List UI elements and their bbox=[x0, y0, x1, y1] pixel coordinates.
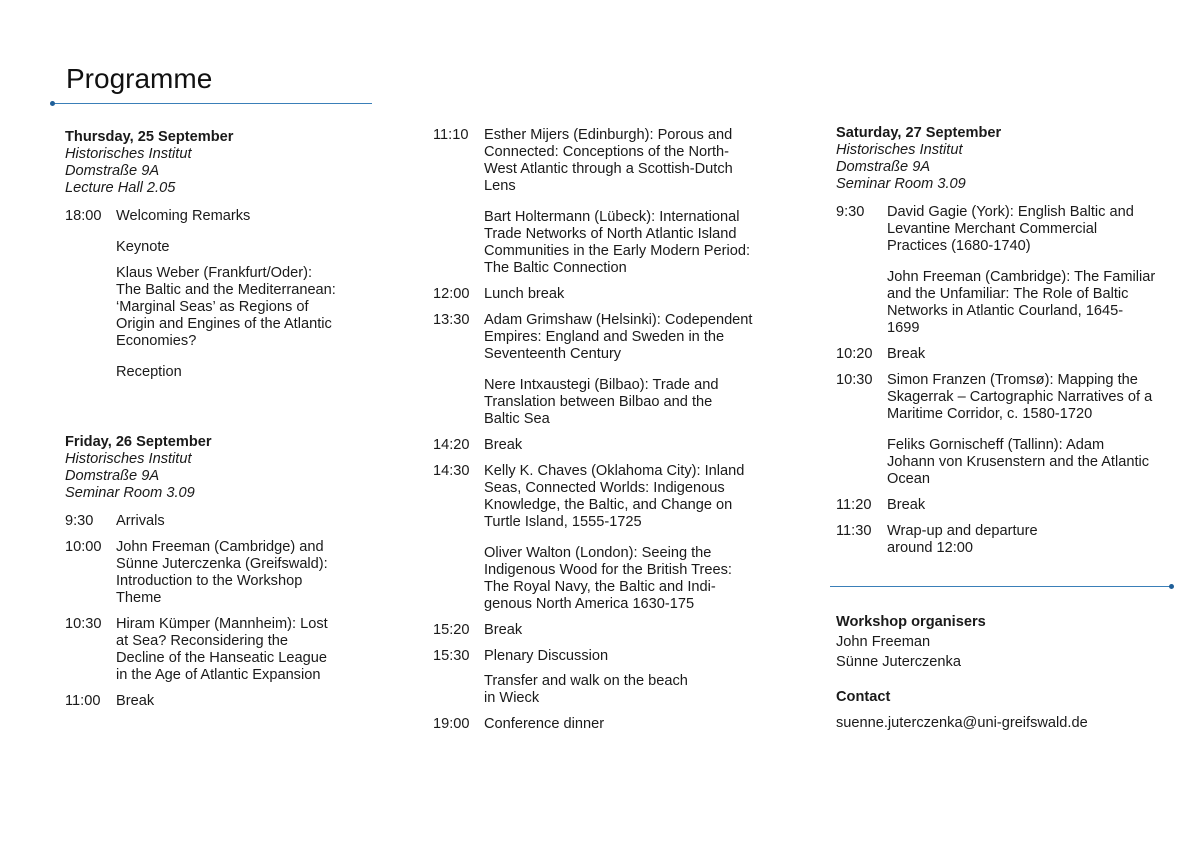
entry-line: Johann von Krusenstern and the Atlantic bbox=[887, 454, 1150, 470]
entry-text bbox=[484, 622, 783, 639]
organiser-name: John Freeman bbox=[836, 634, 931, 650]
venue bbox=[836, 142, 1186, 193]
entry-line: Trade Networks of North Atlantic Island bbox=[484, 226, 737, 242]
entry-text bbox=[116, 693, 375, 710]
entry-line: Ocean bbox=[887, 471, 930, 487]
entry-line: Lens bbox=[484, 178, 516, 194]
entry-text bbox=[887, 269, 1186, 337]
entry-text bbox=[484, 648, 783, 665]
day-title: Thursday, 25 September bbox=[65, 129, 234, 145]
entry-time: 19:00 bbox=[433, 716, 470, 732]
entry-time: 14:30 bbox=[433, 463, 470, 479]
entry-time bbox=[836, 269, 887, 337]
entry-text bbox=[116, 239, 375, 256]
entry-line: Sünne Juterczenka (Greifswald): bbox=[116, 556, 328, 572]
entry-line: in Wieck bbox=[484, 690, 540, 706]
entry-line: Esther Mijers (Edinburgh): Porous and bbox=[484, 127, 733, 143]
entry-text bbox=[887, 523, 1186, 557]
organisers-title: Workshop organisers bbox=[836, 614, 986, 630]
entry-line: Kelly K. Chaves (Oklahoma City): Inland bbox=[484, 463, 745, 479]
entry-time: 10:20 bbox=[836, 346, 873, 362]
entry-line: 1699 bbox=[887, 320, 920, 336]
entry-time: 10:00 bbox=[65, 539, 102, 555]
schedule-entry bbox=[836, 204, 1186, 255]
entry-time: 11:30 bbox=[836, 523, 872, 539]
entry-line: Practices (1680-1740) bbox=[887, 238, 1031, 254]
entry-line: Turtle Island, 1555-1725 bbox=[484, 514, 642, 530]
schedule-entry bbox=[65, 616, 375, 684]
entry-line: Lunch break bbox=[484, 286, 565, 302]
entry-text bbox=[116, 208, 375, 225]
schedule-entry bbox=[65, 364, 375, 381]
entry-text bbox=[116, 539, 375, 607]
entry-line: Networks in Atlantic Courland, 1645- bbox=[887, 303, 1124, 319]
column-middle bbox=[433, 119, 783, 733]
schedule-entry bbox=[433, 437, 783, 454]
entry-line: Baltic Sea bbox=[484, 411, 550, 427]
schedule-entry bbox=[65, 208, 375, 225]
entry-text bbox=[484, 209, 783, 277]
entry-text bbox=[484, 312, 783, 363]
schedule-entry bbox=[433, 648, 783, 665]
entry-line: Adam Grimshaw (Helsinki): Codependent bbox=[484, 312, 753, 328]
entry-line: Maritime Corridor, c. 1580-1720 bbox=[887, 406, 1093, 422]
entry-text bbox=[484, 377, 783, 428]
entry-line: and the Unfamiliar: The Role of Baltic bbox=[887, 286, 1129, 302]
schedule-entry bbox=[836, 497, 1186, 514]
entry-time: 10:30 bbox=[836, 372, 873, 388]
schedule-entry bbox=[836, 523, 1186, 557]
entry-line: Break bbox=[887, 346, 926, 362]
entry-text bbox=[484, 127, 783, 195]
entry-line: Seas, Connected Worlds: Indigenous bbox=[484, 480, 725, 496]
entry-time bbox=[433, 377, 484, 428]
entry-text bbox=[484, 545, 783, 613]
entry-line: Break bbox=[484, 622, 523, 638]
schedule-entry bbox=[433, 622, 783, 639]
schedule-entry bbox=[433, 286, 783, 303]
entry-time: 12:00 bbox=[433, 286, 470, 302]
entry-time: 11:20 bbox=[836, 497, 872, 513]
entry-line: John Freeman (Cambridge) and bbox=[116, 539, 324, 555]
day-friday bbox=[65, 434, 375, 710]
entry-line: John Freeman (Cambridge): The Familiar bbox=[887, 269, 1156, 285]
entry-text bbox=[116, 616, 375, 684]
entry-line: Welcoming Remarks bbox=[116, 208, 251, 224]
venue bbox=[65, 451, 375, 502]
entry-line: Theme bbox=[116, 590, 162, 606]
entry-line: Break bbox=[887, 497, 926, 513]
entry-line: Conference dinner bbox=[484, 716, 605, 732]
entry-line: Break bbox=[484, 437, 523, 453]
entry-time bbox=[836, 437, 887, 488]
entry-text bbox=[116, 513, 375, 530]
entry-time: 15:30 bbox=[433, 648, 470, 664]
venue-line: Seminar Room 3.09 bbox=[836, 176, 966, 192]
entry-line: Arrivals bbox=[116, 513, 165, 529]
schedule-entry bbox=[433, 209, 783, 277]
venue bbox=[65, 146, 375, 197]
day-saturday bbox=[836, 125, 1186, 557]
entry-line: at Sea? Reconsidering the bbox=[116, 633, 288, 649]
venue-line: Seminar Room 3.09 bbox=[65, 485, 195, 501]
entry-line: Communities in the Early Modern Period: bbox=[484, 243, 751, 259]
schedule-entry bbox=[836, 346, 1186, 363]
schedule-entry bbox=[433, 716, 783, 733]
venue-line: Domstraße 9A bbox=[65, 163, 160, 179]
entry-text bbox=[484, 716, 783, 733]
entry-line: Levantine Merchant Commercial bbox=[887, 221, 1098, 237]
column-left bbox=[65, 129, 375, 710]
entry-time: 13:30 bbox=[433, 312, 470, 328]
page-title: Programme bbox=[66, 63, 213, 94]
entry-time bbox=[433, 545, 484, 613]
title-divider bbox=[52, 103, 372, 104]
entry-line: Introduction to the Workshop bbox=[116, 573, 303, 589]
organiser-name: Sünne Juterczenka bbox=[836, 654, 961, 670]
entry-time: 10:30 bbox=[65, 616, 102, 632]
entry-time: 9:30 bbox=[65, 513, 94, 529]
entry-text bbox=[484, 437, 783, 454]
entry-line: The Baltic and the Mediterranean: bbox=[116, 282, 336, 298]
venue-line: Historisches Institut bbox=[65, 146, 192, 162]
entry-line: Knowledge, the Baltic, and Change on bbox=[484, 497, 733, 513]
contact-email[interactable]: suenne.juterczenka@uni-greifswald.de bbox=[836, 715, 1088, 731]
entry-line: Origin and Engines of the Atlantic bbox=[116, 316, 332, 332]
venue-line: Historisches Institut bbox=[65, 451, 192, 467]
entry-text bbox=[887, 204, 1186, 255]
entry-time: 11:10 bbox=[433, 127, 469, 143]
entry-line: The Royal Navy, the Baltic and Indi- bbox=[484, 579, 716, 595]
schedule-entry bbox=[433, 463, 783, 531]
schedule-entry bbox=[433, 127, 783, 195]
entry-time bbox=[433, 673, 484, 707]
entry-line: Hiram Kümper (Mannheim): Lost bbox=[116, 616, 328, 632]
entry-line: Klaus Weber (Frankfurt/Oder): bbox=[116, 265, 312, 281]
entry-time: 15:20 bbox=[433, 622, 470, 638]
entry-text bbox=[887, 372, 1186, 423]
schedule-entry bbox=[65, 265, 375, 350]
schedule-entry bbox=[65, 539, 375, 607]
entry-text bbox=[484, 673, 783, 707]
entry-line: Bart Holtermann (Lübeck): International bbox=[484, 209, 740, 225]
entry-line: Seventeenth Century bbox=[484, 346, 622, 362]
entry-line: Economies? bbox=[116, 333, 197, 349]
entry-line: Oliver Walton (London): Seeing the bbox=[484, 545, 712, 561]
column-right bbox=[836, 125, 1186, 557]
entry-line: The Baltic Connection bbox=[484, 260, 627, 276]
day-title: Saturday, 27 September bbox=[836, 125, 1002, 141]
entry-text bbox=[116, 265, 375, 350]
entry-line: genous North America 1630-175 bbox=[484, 596, 695, 612]
entry-line: Skagerrak – Cartographic Narratives of a bbox=[887, 389, 1153, 405]
entry-line: ‘Marginal Seas’ as Regions of bbox=[116, 299, 309, 315]
day-title: Friday, 26 September bbox=[65, 434, 212, 450]
entry-text bbox=[887, 437, 1186, 488]
entry-text bbox=[887, 346, 1186, 363]
schedule-entry bbox=[836, 269, 1186, 337]
entry-line: Wrap-up and departure bbox=[887, 523, 1038, 539]
entry-time bbox=[65, 364, 116, 381]
schedule-entry bbox=[433, 673, 783, 707]
entry-time: 9:30 bbox=[836, 204, 865, 220]
entry-line: Feliks Gornischeff (Tallinn): Adam bbox=[887, 437, 1105, 453]
entry-line: Empires: England and Sweden in the bbox=[484, 329, 725, 345]
schedule-entry bbox=[836, 437, 1186, 488]
venue-line: Domstraße 9A bbox=[65, 468, 160, 484]
entry-time: 18:00 bbox=[65, 208, 102, 224]
organisers-section bbox=[836, 612, 1186, 733]
entry-text bbox=[887, 497, 1186, 514]
schedule-entry bbox=[433, 545, 783, 613]
entry-time: 14:20 bbox=[433, 437, 470, 453]
divider-dot bbox=[1169, 584, 1174, 589]
entry-text bbox=[116, 364, 375, 381]
entry-line: in the Age of Atlantic Expansion bbox=[116, 667, 321, 683]
entry-line: Transfer and walk on the beach bbox=[484, 673, 688, 689]
entry-line: Nere Intxaustegi (Bilbao): Trade and bbox=[484, 377, 719, 393]
schedule-entry bbox=[65, 693, 375, 710]
entry-line: Translation between Bilbao and the bbox=[484, 394, 713, 410]
venue-line: Lecture Hall 2.05 bbox=[65, 180, 176, 196]
entry-time bbox=[65, 265, 116, 350]
schedule-entry bbox=[433, 377, 783, 428]
entry-line: Simon Franzen (Tromsø): Mapping the bbox=[887, 372, 1138, 388]
entry-line: Break bbox=[116, 693, 155, 709]
entry-line: Connected: Conceptions of the North- bbox=[484, 144, 729, 160]
divider-dot bbox=[50, 101, 55, 106]
contact-title: Contact bbox=[836, 689, 891, 705]
day-thursday bbox=[65, 129, 375, 381]
entry-line: David Gagie (York): English Baltic and bbox=[887, 204, 1134, 220]
entry-time bbox=[65, 239, 116, 256]
organisers-divider bbox=[830, 586, 1172, 587]
schedule-entry bbox=[433, 312, 783, 363]
schedule-entry bbox=[65, 239, 375, 256]
entry-time: 11:00 bbox=[65, 693, 101, 709]
entry-line: Decline of the Hanseatic League bbox=[116, 650, 327, 666]
schedule-entry bbox=[836, 372, 1186, 423]
entry-line: Indigenous Wood for the British Trees: bbox=[484, 562, 732, 578]
schedule-entry bbox=[65, 513, 375, 530]
entry-text bbox=[484, 286, 783, 303]
entry-line: Reception bbox=[116, 364, 182, 380]
entry-time bbox=[433, 209, 484, 277]
entry-text bbox=[484, 463, 783, 531]
entry-line: Plenary Discussion bbox=[484, 648, 609, 664]
entry-line: Keynote bbox=[116, 239, 170, 255]
venue-line: Domstraße 9A bbox=[836, 159, 931, 175]
venue-line: Historisches Institut bbox=[836, 142, 963, 158]
entry-line: around 12:00 bbox=[887, 540, 974, 556]
entry-line: West Atlantic through a Scottish-Dutch bbox=[484, 161, 733, 177]
